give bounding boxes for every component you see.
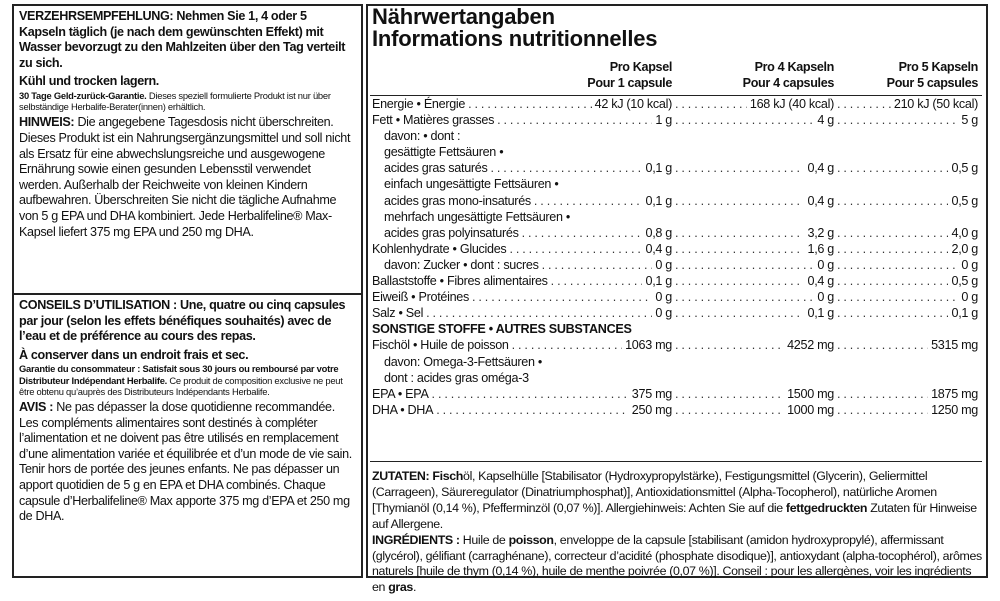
nutrition-row bbox=[372, 289, 980, 305]
dot-leader bbox=[675, 112, 814, 128]
ingredients-de-end: Zutaten für Hinweise auf Allergene. bbox=[372, 500, 977, 531]
dot-leader bbox=[675, 337, 784, 353]
dot-leader bbox=[837, 386, 928, 402]
nutrition-row-label: gesättigte Fettsäuren • bbox=[384, 145, 504, 160]
nutrition-row bbox=[372, 160, 980, 176]
de-recommendation: VERZEHRSEMPFEHLUNG: Nehmen Sie 1, 4 oder 5 Kapseln täglich (je nach dem gewünschten Effekt) mit Wasser bevorzugt zu den Mahlzeiten über den Tag verteilt zu sich. bbox=[19, 9, 346, 70]
fr-advice: CONSEILS D’UTILISATION : Une, quatre ou cinq capsules par jour (selon les effets bénéfiques souhaités) avec de l’eau et de préférence au cours des repas. bbox=[19, 298, 346, 344]
nutrition-value-col2: 1500 mg bbox=[787, 386, 834, 401]
nutrition-value-col2: 0,4 g bbox=[807, 193, 834, 208]
nutrition-value-col3: 2,0 g bbox=[951, 241, 978, 256]
nutrition-value-col2: 0 g bbox=[817, 257, 834, 272]
col2-fr: Pour 4 capsules bbox=[742, 75, 834, 90]
nutrition-row-label: einfach ungesättigte Fettsäuren • bbox=[384, 177, 559, 192]
nutrition-row bbox=[372, 176, 980, 192]
nutrition-row-label: Fett • Matières grasses bbox=[372, 113, 495, 128]
dot-leader bbox=[837, 305, 948, 321]
dot-leader bbox=[675, 273, 804, 289]
ingredients-de-text: öl, Kapselhülle [Stabilisator (Hydroxypropylstärke), Festigungsmittel (Glycerin), Geliermittel (Carrageen), Säureregulator (Dinatriumphosphat)], Antioxidationsmittel (Alpha-Tocopherol), natürliche Aromen [Thymianöl (0,14 %), Pfefferminzöl (0,07 %)]. Allergiehinweis: Achten Sie auf die bbox=[372, 469, 937, 515]
nutrition-value-col3: 210 kJ (50 kcal) bbox=[893, 97, 978, 111]
nutrition-value-col2: 1,6 g bbox=[807, 241, 834, 256]
ingredients-divider bbox=[370, 461, 982, 462]
fr-notice-title: AVIS : bbox=[19, 399, 54, 414]
ingredients-fr-start: Huile de bbox=[462, 532, 506, 547]
french-directions-box bbox=[12, 293, 363, 578]
nutrition-row bbox=[372, 337, 980, 353]
dot-leader bbox=[675, 402, 784, 418]
dot-leader bbox=[675, 160, 804, 176]
nutrition-value-col3: 0,5 g bbox=[951, 161, 978, 176]
nutrition-row-label: davon: • dont : bbox=[384, 129, 461, 144]
dot-leader bbox=[675, 225, 804, 241]
nutrition-value-col1: 375 mg bbox=[631, 386, 672, 401]
nutrition-value-col3: 0 g bbox=[961, 257, 978, 272]
dot-leader bbox=[472, 289, 652, 305]
nutrition-value-col1: 0 g bbox=[655, 306, 672, 321]
nutrition-title bbox=[372, 6, 657, 50]
nutrition-value-col3: 4,0 g bbox=[951, 225, 978, 240]
dot-leader bbox=[491, 160, 643, 176]
dot-leader bbox=[675, 305, 804, 321]
dot-leader bbox=[837, 193, 948, 209]
nutrition-value-col3: 0,5 g bbox=[951, 193, 978, 208]
nutrition-row-label: DHA • DHA bbox=[372, 402, 434, 417]
ingredients-fr bbox=[372, 533, 982, 597]
ingredients-fr-text: , enveloppe de la capsule [stabilisant (amidon hydroxypropylé), affermissant (glycérol), gélifiant (carraghénane), correcteur d’acidité (phosphate disodique)], antioxydant (alpha-tocophérol), arômes naturels [huile de thym (0,14 %), huile de menthe poivrée (0,07 %)]. Conseil : pour les allergènes, voir les ingrédients en bbox=[372, 532, 982, 595]
dot-leader bbox=[522, 225, 643, 241]
nutrition-value-col1: 0,4 g bbox=[645, 241, 672, 256]
nutrition-value-col2: 0 g bbox=[817, 290, 834, 305]
nutrition-value-col3: 1875 mg bbox=[931, 386, 978, 401]
nutrition-row-label: dont : acides gras oméga-3 bbox=[384, 370, 529, 385]
de-note bbox=[19, 115, 356, 240]
dot-leader bbox=[436, 402, 629, 418]
dot-leader bbox=[509, 241, 642, 257]
nutrition-title-de: Nährwertangaben bbox=[372, 4, 555, 29]
nutrition-value-col2: 4 g bbox=[817, 113, 834, 128]
de-note-text: Die angegebene Tagesdosis nicht überschreiten. Dieses Produkt ist ein Nahrungsergänzungsmittel und soll nicht als Ersatz für eine abwechslungsreiche und ausgewogene Ernährung sowie einen gesunden Lebensstil verwendet werden. Außerhalb der Reichweite von kleinen Kindern aufbewahren. Überschreiten Sie nicht die tägliche Aufnahme von 5 g EPA und DHA kombiniert. Jede Herbalifeline® Max-Kapsel liefert 375 mg EPA und 250 mg DHA. bbox=[19, 115, 351, 239]
nutrition-value-col2: 1000 mg bbox=[787, 402, 834, 417]
nutrition-row bbox=[372, 257, 980, 273]
nutrition-row-label: acides gras mono-insaturés bbox=[384, 193, 531, 208]
ingredients-de bbox=[372, 469, 982, 533]
ingredients-fr-end: . bbox=[412, 580, 417, 595]
dot-leader bbox=[837, 160, 948, 176]
nutrition-rows bbox=[372, 96, 980, 418]
nutrition-value-col1: 42 kJ (10 kcal) bbox=[594, 97, 672, 111]
nutrition-value-col1: 0 g bbox=[655, 290, 672, 305]
nutrition-row-label: Energie • Énergie bbox=[372, 97, 466, 111]
dot-leader bbox=[837, 402, 928, 418]
nutrition-row bbox=[372, 321, 980, 337]
dot-leader bbox=[675, 193, 804, 209]
fr-notice bbox=[19, 400, 356, 525]
dot-leader bbox=[837, 273, 948, 289]
column-headers bbox=[372, 60, 980, 94]
col3-fr: Pour 5 capsules bbox=[886, 75, 978, 90]
dot-leader bbox=[534, 193, 643, 209]
dot-leader bbox=[426, 305, 652, 321]
dot-leader bbox=[675, 96, 747, 112]
nutrition-row-label: acides gras polyinsaturés bbox=[384, 225, 519, 240]
dot-leader bbox=[675, 241, 804, 257]
dot-leader bbox=[837, 241, 948, 257]
dot-leader bbox=[837, 112, 958, 128]
nutrition-value-col2: 168 kJ (40 kcal) bbox=[749, 97, 834, 111]
nutrition-row bbox=[372, 144, 980, 160]
fr-guarantee bbox=[19, 363, 356, 397]
dot-leader bbox=[675, 289, 814, 305]
ingredients-block bbox=[372, 469, 982, 596]
nutrition-value-col1: 0,1 g bbox=[645, 161, 672, 176]
nutrition-row bbox=[372, 386, 980, 402]
nutrition-title-fr: Informations nutritionnelles bbox=[372, 26, 658, 51]
nutrition-value-col2: 0,4 g bbox=[807, 161, 834, 176]
fr-storage: À conserver dans un endroit frais et sec. bbox=[19, 347, 249, 362]
nutrition-value-col3: 5 g bbox=[961, 113, 978, 128]
nutrition-value-col3: 5315 mg bbox=[931, 338, 978, 353]
nutrition-row-label: Fischöl • Huile de poisson bbox=[372, 338, 509, 353]
nutrition-value-col3: 0 g bbox=[961, 290, 978, 305]
nutrition-row bbox=[372, 209, 980, 225]
dot-leader bbox=[837, 96, 891, 112]
nutrition-value-col1: 1063 mg bbox=[625, 338, 672, 353]
fr-notice-text: Ne pas dépasser la dose quotidienne recommandée. Les compléments alimentaires sont destinés à compléter l’alimentation et ne doivent pas être utilisés en remplacement d’une alimentation variée et équilibrée et d’un mode de vie sain. Tenir hors de portée des jeunes enfants. Ne pas dépasser un apport quotidien de 5 g en EPA et DHA combinés. Chaque capsule d’Herbalifeline® Max apporte 375 mg d’EPA et 250 mg de DHA. bbox=[19, 399, 352, 524]
nutrition-row bbox=[372, 305, 980, 321]
nutrition-row-label: acides gras saturés bbox=[384, 161, 488, 176]
dot-leader bbox=[432, 386, 629, 402]
col1-de: Pro Kapsel bbox=[609, 60, 672, 74]
ingredients-fr-bold: gras bbox=[388, 580, 413, 595]
nutrition-value-col3: 0,1 g bbox=[951, 306, 978, 321]
dot-leader bbox=[837, 337, 928, 353]
col2-de: Pro 4 Kapseln bbox=[754, 60, 834, 74]
dot-leader bbox=[675, 257, 814, 273]
nutrition-row bbox=[372, 96, 980, 112]
nutrition-row bbox=[372, 402, 980, 418]
dot-leader bbox=[675, 386, 784, 402]
german-directions-box bbox=[12, 4, 363, 295]
fr-guarantee-title: Garantie du consommateur : Satisfait sous 30 jours ou remboursé par votre Distributeur Indépendant Herbalife. bbox=[19, 363, 339, 386]
nutrition-row bbox=[372, 273, 980, 289]
col-header-3 bbox=[887, 60, 978, 91]
nutrition-row-label: mehrfach ungesättigte Fettsäuren • bbox=[384, 209, 571, 224]
nutrition-value-col3: 0,5 g bbox=[951, 274, 978, 289]
nutrition-row-label: Salz • Sel bbox=[372, 306, 424, 321]
nutrition-row bbox=[372, 128, 980, 144]
de-storage: Kühl und trocken lagern. bbox=[19, 74, 159, 89]
ingredients-de-allergen: Fisch bbox=[432, 469, 464, 483]
ingredients-de-label: ZUTATEN: bbox=[372, 469, 430, 483]
nutrition-row-label: davon: Omega-3-Fettsäuren • bbox=[384, 354, 543, 369]
ingredients-de-bold: fettgedruckten bbox=[785, 500, 868, 515]
ingredients-fr-allergen: poisson bbox=[508, 532, 554, 547]
dot-leader bbox=[542, 257, 653, 273]
nutrition-row bbox=[372, 354, 980, 370]
nutrition-value-col1: 0,1 g bbox=[645, 274, 672, 289]
nutrition-row-label: EPA • EPA bbox=[372, 386, 429, 401]
nutrition-value-col1: 1 g bbox=[655, 113, 672, 128]
de-note-title: HINWEIS: bbox=[19, 115, 75, 130]
nutrition-value-col2: 0,1 g bbox=[807, 306, 834, 321]
dot-leader bbox=[837, 289, 958, 305]
ingredients-fr-label: INGRÉDIENTS : bbox=[372, 532, 460, 547]
de-guarantee-title: 30 Tage Geld-zurück-Garantie. bbox=[19, 89, 147, 101]
dot-leader bbox=[837, 225, 948, 241]
nutrition-row bbox=[372, 225, 980, 241]
de-guarantee-text: Dieses speziell formulierte Produkt ist nur über selbständige Herbalife-Berater(innen) erhältlich. bbox=[19, 89, 331, 113]
fr-guarantee-text: Ce produit de composition exclusive ne peut être obtenu qu’auprès des Distributeurs Indépendants Herbalife. bbox=[19, 374, 343, 397]
nutrition-row-label: Ballaststoffe • Fibres alimentaires bbox=[372, 274, 548, 289]
nutrition-row-label: Eiweiß • Protéines bbox=[372, 290, 469, 305]
de-guarantee bbox=[19, 90, 356, 112]
nutrition-row-label: SONSTIGE STOFFE • AUTRES SUBSTANCES bbox=[372, 322, 632, 337]
nutrition-row-label: Kohlenhydrate • Glucides bbox=[372, 241, 507, 256]
col-header-2 bbox=[743, 60, 834, 91]
col-header-1 bbox=[587, 60, 672, 91]
nutrition-row bbox=[372, 241, 980, 257]
nutrition-value-col2: 4252 mg bbox=[787, 338, 834, 353]
nutrition-value-col1: 0 g bbox=[655, 257, 672, 272]
col1-fr: Pour 1 capsule bbox=[587, 75, 672, 90]
nutrition-row-label: davon: Zucker • dont : sucres bbox=[384, 257, 539, 272]
nutrition-value-col1: 250 mg bbox=[631, 402, 672, 417]
nutrition-row bbox=[372, 112, 980, 128]
nutrition-value-col2: 3,2 g bbox=[807, 225, 834, 240]
dot-leader bbox=[512, 337, 622, 353]
dot-leader bbox=[468, 96, 591, 112]
nutrition-value-col3: 1250 mg bbox=[931, 402, 978, 417]
col3-de: Pro 5 Kapseln bbox=[898, 60, 978, 74]
nutrition-value-col2: 0,4 g bbox=[807, 274, 834, 289]
dot-leader bbox=[497, 112, 652, 128]
nutrition-value-col1: 0,1 g bbox=[645, 193, 672, 208]
nutrition-row bbox=[372, 370, 980, 386]
dot-leader bbox=[551, 273, 643, 289]
dot-leader bbox=[837, 257, 958, 273]
nutrition-row bbox=[372, 193, 980, 209]
nutrition-value-col1: 0,8 g bbox=[645, 225, 672, 240]
